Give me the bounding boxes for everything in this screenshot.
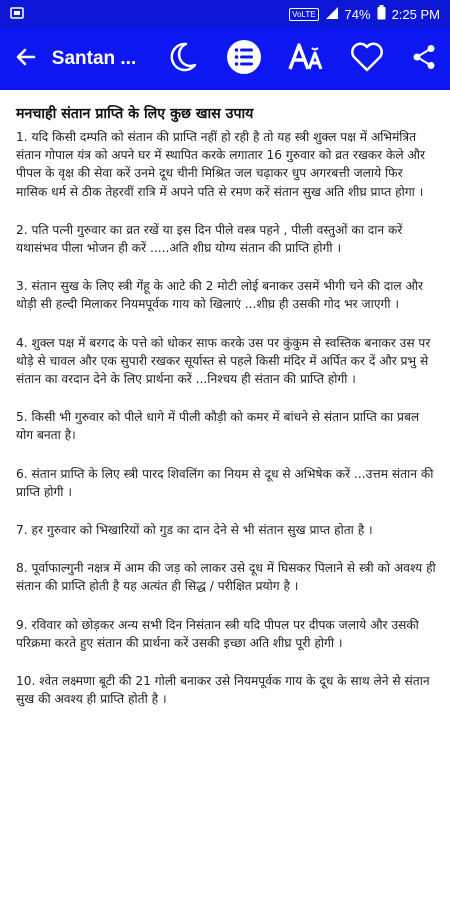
- article-item: 7. हर गुरुवार को भिखारियों को गुड का दान देने से भी संतान सुख प्राप्त होता है ।: [16, 523, 373, 538]
- article-content: [16, 105, 436, 728]
- clock: 2:25 PM: [391, 6, 440, 22]
- back-arrow-icon: [14, 45, 38, 73]
- article-item: 8. पूर्वाफाल्गुनी नक्षत्र में आम की जड़ को लाकर उसे दूध में घिसकर पिलाने से स्त्री को अवश्य ही संतान की प्राप्ति होती है यह अत्यंत ही सिद्ध / परीक्षित प्रयोग है ।: [16, 561, 436, 594]
- page-title: Santan ...: [51, 48, 137, 69]
- article-item: 6. संतान प्राप्ति के लिए स्त्री पारद शिवलिंग का नियम से दूध से अभिषेक करें ...उत्तम संतान की प्राप्ति होगी ।: [16, 466, 434, 499]
- index-list-button[interactable]: [213, 28, 275, 90]
- font-size-icon: [288, 42, 324, 76]
- battery-icon: [377, 5, 386, 23]
- signal-icon: [325, 6, 339, 23]
- night-mode-button[interactable]: [151, 28, 213, 90]
- list-icon: [226, 39, 262, 79]
- battery-percent: 74%: [344, 6, 371, 22]
- status-bar: [0, 0, 450, 28]
- article-item: 10. श्वेत लक्ष्मणा बूटी की 21 गोली बनाकर उसे नियमपूर्वक गाय के दूध के साथ लेने से संतान सुख की अवश्य ही प्राप्ति होती है ।: [16, 674, 430, 707]
- share-icon: [412, 44, 436, 74]
- article-item: 2. पति पत्नी गुरुवार का व्रत रखें या इस दिन पीले वस्त्र पहने , पीली वस्तुओं का दान करें यथासंभव पीला भोजन ही करें .....अति शीघ्र योग्य संतान की प्राप्ति होगी ।: [16, 222, 403, 256]
- network-type: VoLTE: [289, 8, 318, 21]
- article-item: 4. शुक्ल पक्ष में बरगद के पत्ते को धोकर साफ करके उस पर कुंकुम से स्वस्तिक बनाकर उस पर थोड़े से चावल और एक सुपारी रखकर सूर्यास्त से पहले किसी मंदिर में अर्पित कर दें और प्रभु से संतान का वरदान देने के लिए प्रार्थना करें ...निश्चय ही संतान की प्राप्ति होगी ।: [16, 335, 431, 387]
- article-heading: मनचाही संतान प्राप्ति के लिए कुछ खास उपाय: [16, 106, 254, 122]
- app-bar: [0, 28, 450, 90]
- notification-icon: [10, 6, 24, 23]
- favorite-button[interactable]: [336, 28, 398, 90]
- article-item: 9. रविवार को छोड़कर अन्य सभी दिन निसंतान स्त्री यदि पीपल पर दीपक जलाये और उसकी परिक्रमा करते हुए संतान की प्रार्थना करें उसकी इच्छा अति शीघ्र पूरी होगी ।: [16, 617, 419, 650]
- night-mode-moon-icon: [165, 40, 199, 78]
- font-size-button[interactable]: [275, 28, 337, 90]
- article-item: 3. संतान सुख के लिए स्त्री गेंहू के आटे की 2 मोटी लोई बनाकर उसमें भीगी चने की दाल और थोड़ी सी हल्दी मिलाकर नियमपूर्वक गाय को खिलाएं ...शीघ्र ही उसकी गोद भर जाएगी ।: [16, 279, 423, 312]
- heart-icon: [350, 42, 384, 76]
- share-button[interactable]: [398, 28, 450, 90]
- back-button[interactable]: [0, 28, 52, 90]
- article-item: 5. किसी भी गुरुवार को पीले धागे में पीली कौड़ी को कमर में बांधने से संतान प्राप्ति का प्रबल योग बनता है।: [16, 410, 420, 443]
- article-item: 1. यदि किसी दम्पति को संतान की प्राप्ति नहीं हो रही है तो यह स्त्री शुक्ल पक्ष में अभिमंत्रित संतान गोपाल यंत्र को अपने घर में स्थापित करके लगातार 16 गुरुवार को व्रत रखकर केले और पीपल के वृक्ष की सेवा करें उनमे दूध चीनी मिश्रित जल चढ़ाकर धुप अगरबत्ती जलाये फिर मासिक धर्म से ठीक तेहरवीं रात्रि में अपने पति से रमण करें संतान सुख अति शीघ्र प्राप्त होगा ।: [16, 130, 425, 199]
